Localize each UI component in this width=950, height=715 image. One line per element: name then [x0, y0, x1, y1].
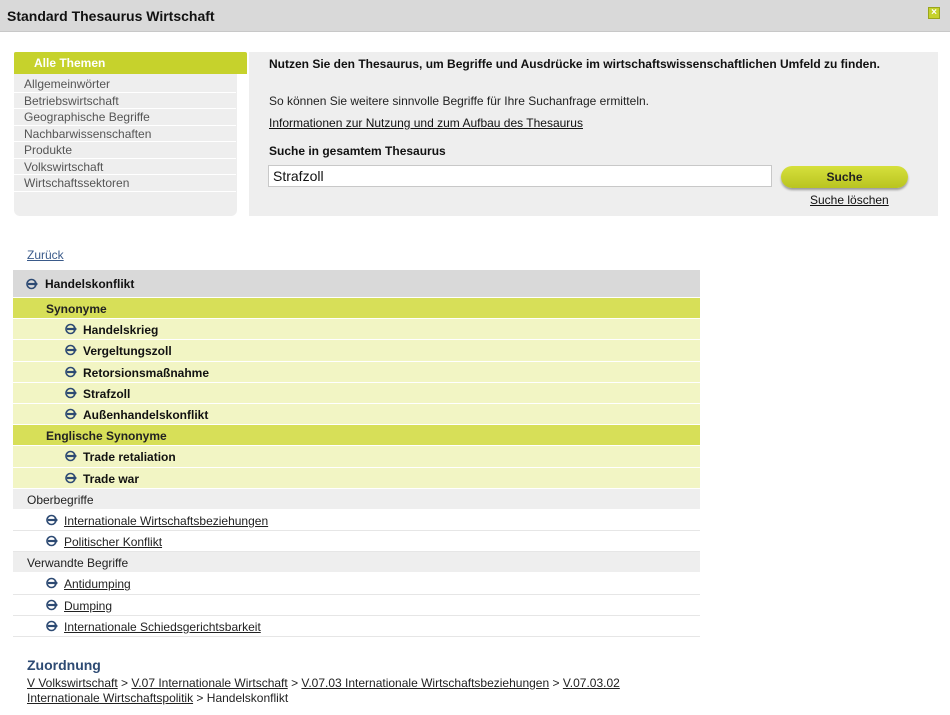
breadcrumb-separator: > [291, 676, 299, 690]
english-synonym-label[interactable]: Trade war [83, 471, 140, 486]
related-terms-heading: Verwandte Begriffe [13, 552, 700, 573]
broader-term-item[interactable] [13, 531, 700, 552]
synonym-item[interactable] [13, 362, 700, 383]
synonym-label[interactable]: Vergeltungszoll [83, 344, 172, 359]
assignment-heading: Zuordnung [27, 657, 101, 673]
sidebar-item-volkswirtschaft[interactable]: Volkswirtschaft [14, 159, 236, 176]
search-label: Suche in gesamtem Thesaurus [269, 144, 446, 158]
arrow-right-circle-icon [65, 472, 78, 484]
term-row [13, 270, 700, 298]
synonym-item[interactable] [13, 383, 700, 404]
sidebar-heading[interactable]: Alle Themen [14, 52, 247, 74]
info-link[interactable]: Informationen zur Nutzung und zum Aufbau des Thesaurus [269, 116, 583, 130]
search-intro-heading: Nutzen Sie den Thesaurus, um Begriffe und Ausdrücke im wirtschaftswissenschaftlichen Umfeld zu finden. [269, 57, 880, 71]
breadcrumb-separator: > [121, 676, 129, 690]
search-input[interactable] [268, 165, 772, 187]
sidebar-item-geographische-begriffe[interactable]: Geographische Begriffe [14, 109, 236, 126]
synonym-label[interactable]: Außenhandelskonflikt [83, 407, 209, 422]
search-intro-text: So können Sie weitere sinnvolle Begriffe für Ihre Suchanfrage ermitteln. [269, 94, 649, 108]
search-button[interactable]: Suche [781, 166, 908, 188]
breadcrumb-link[interactable]: V.07.03.02 Internationale Wirtschaftspolitik [27, 676, 620, 705]
clear-search-link[interactable]: Suche löschen [810, 193, 889, 207]
sidebar-list [14, 74, 237, 192]
arrow-right-circle-icon [46, 577, 59, 589]
synonym-label[interactable]: Handelskrieg [83, 323, 159, 338]
english-synonym-label[interactable]: Trade retaliation [83, 450, 176, 465]
arrow-right-circle-icon [65, 408, 78, 420]
arrow-right-circle-icon [46, 620, 59, 632]
breadcrumb-separator: > [196, 691, 204, 705]
arrow-right-circle-icon [46, 514, 59, 526]
thesaurus-results [13, 270, 700, 637]
arrow-right-circle-icon [46, 599, 59, 611]
english-synonyms-heading: Englische Synonyme [13, 425, 700, 446]
close-icon[interactable]: × [928, 7, 940, 19]
back-link[interactable]: Zurück [27, 248, 64, 262]
broader-term-item[interactable] [13, 510, 700, 531]
breadcrumb-link[interactable]: V Volkswirtschaft [27, 676, 118, 690]
arrow-right-circle-icon [65, 450, 78, 462]
english-synonym-item[interactable] [13, 446, 700, 467]
synonym-label[interactable]: Strafzoll [83, 386, 131, 401]
arrow-right-circle-icon [65, 366, 78, 378]
breadcrumb-link[interactable]: V.07.03 Internationale Wirtschaftsbeziehungen [301, 676, 550, 690]
breadcrumb-separator: > [552, 676, 560, 690]
sidebar-item-nachbarwissenschaften[interactable]: Nachbarwissenschaften [14, 126, 236, 143]
broader-term-link[interactable]: Politischer Konflikt [64, 535, 163, 550]
english-synonym-item[interactable] [13, 468, 700, 489]
synonym-label[interactable]: Retorsionsmaßnahme [83, 365, 210, 380]
arrow-right-circle-icon [65, 323, 78, 335]
sidebar-item-wirtschaftssektoren[interactable]: Wirtschaftssektoren [14, 175, 236, 192]
broader-terms-heading: Oberbegriffe [13, 489, 700, 510]
sidebar-item-allgemeinwoerter[interactable]: Allgemeinwörter [14, 76, 236, 93]
related-term-item[interactable] [13, 616, 700, 637]
synonym-item[interactable] [13, 340, 700, 361]
breadcrumb-current: Handelskonflikt [206, 691, 289, 705]
topics-sidebar [14, 52, 237, 216]
synonym-item[interactable] [13, 404, 700, 425]
term-label: Handelskonflikt [45, 277, 135, 291]
breadcrumb-link[interactable]: V.07 Internationale Wirtschaft [131, 676, 288, 690]
related-term-item[interactable] [13, 573, 700, 594]
synonym-item[interactable] [13, 319, 700, 340]
arrow-right-circle-icon [65, 344, 78, 356]
related-term-link[interactable]: Dumping [64, 598, 113, 613]
sidebar-item-betriebswirtschaft[interactable]: Betriebswirtschaft [14, 93, 236, 110]
title-bar [0, 0, 950, 32]
synonyms-heading: Synonyme [13, 298, 700, 319]
arrow-right-circle-icon [65, 387, 78, 399]
related-term-item[interactable] [13, 595, 700, 616]
sidebar-item-produkte[interactable]: Produkte [14, 142, 236, 159]
assignment-breadcrumb [27, 676, 677, 706]
related-term-link[interactable]: Internationale Schiedsgerichtsbarkeit [64, 619, 261, 634]
window-title: Standard Thesaurus Wirtschaft [7, 8, 215, 24]
related-term-link[interactable]: Antidumping [64, 577, 131, 592]
arrow-right-circle-icon [26, 278, 39, 290]
search-panel [249, 52, 938, 216]
broader-term-link[interactable]: Internationale Wirtschaftsbeziehungen [64, 513, 269, 528]
arrow-right-circle-icon [46, 535, 59, 547]
